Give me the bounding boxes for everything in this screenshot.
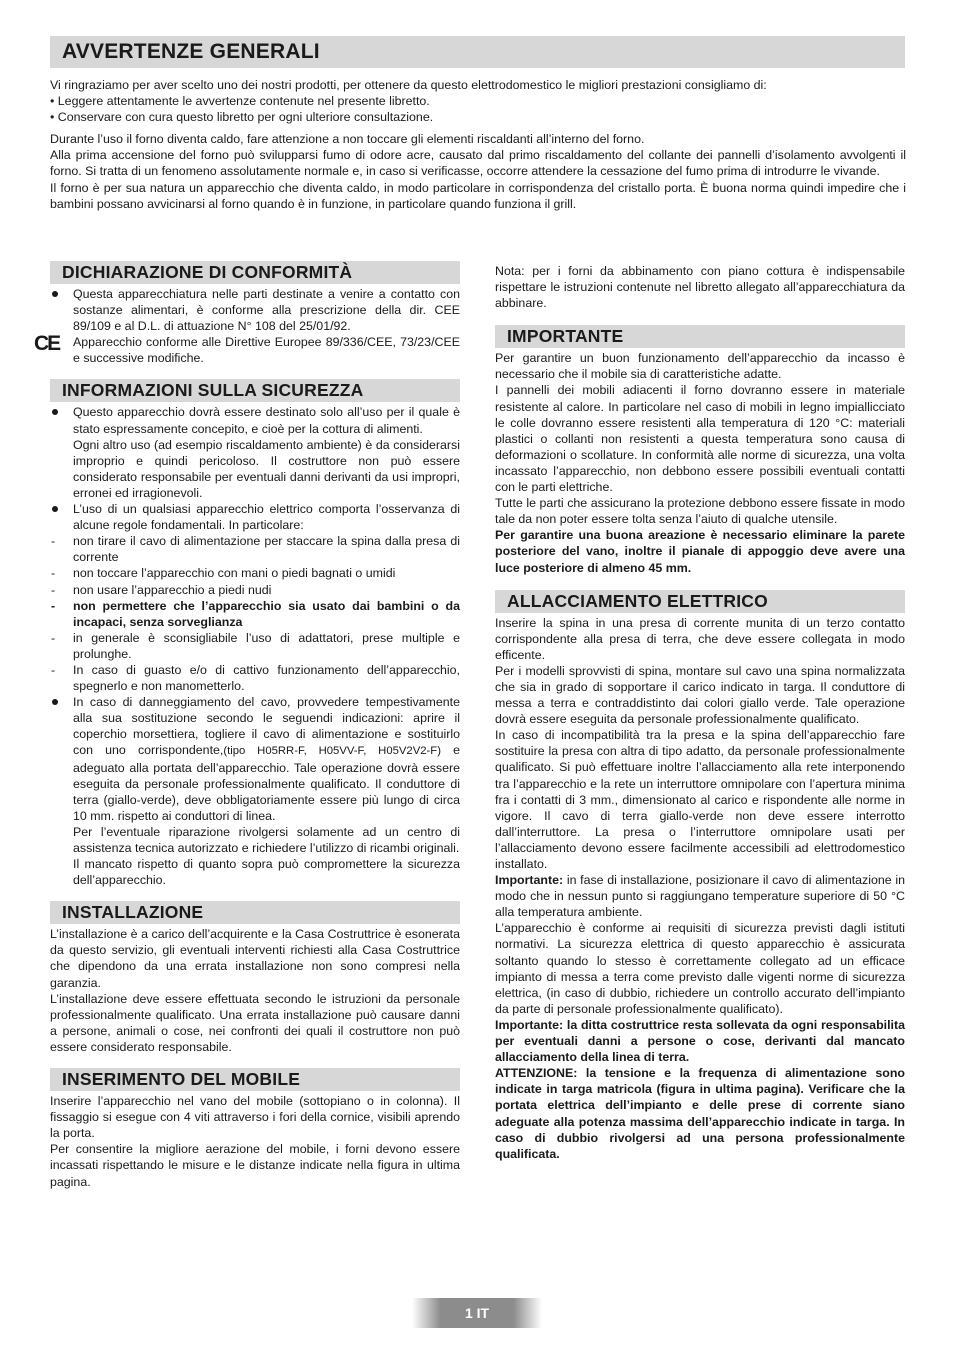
dash-marker: -	[51, 630, 56, 645]
paragraph: Tutte le parti che assicurano la protezione debbono essere fissate in modo tale da non poter essere tolta senza l’aiuto di qualche utensile.	[495, 496, 905, 527]
dash-item	[50, 662, 460, 694]
intro-bullet: • Conservare con cura questo libretto per ogni ulteriore consultazione.	[50, 110, 434, 125]
dash-item	[50, 630, 460, 662]
list-item-text: Questo apparecchio dovrà essere destinato solo all’uso per il quale è stato espressamente concepito, e cioè per la cottura di alimenti.	[73, 405, 460, 436]
left-column	[34, 261, 460, 1190]
dash-item-text: In caso di guasto e/o di cattivo funzionamento dell’apparecchio, spegnerlo e non manometterlo.	[73, 662, 460, 694]
dash-item	[50, 582, 460, 598]
list-item	[50, 694, 460, 824]
list-item-text: Questa apparecchiatura nelle parti destinate a venire a contatto con sostanze alimentari, è conforme alla prescrizione della dir. CEE 89/109 e al D.L. di attuazione N° 108 del 25/01/92.	[73, 287, 460, 334]
nota-paragraph: Nota: per i forni da abbinamento con piano cottura è indispensabile rispettare le istruzioni contenute nel libretto allegato all’apparecchiatura da abbinare.	[495, 264, 905, 311]
list-item	[50, 501, 460, 533]
dash-item-text: non toccare l’apparecchio con mani o piedi bagnati o umidi	[73, 566, 396, 581]
list-item	[50, 286, 460, 334]
paragraph: L’apparecchio è conforme ai requisiti di sicurezza previsti dagli istituti normativi. La sicurezza elettrica di questo apparecchio è assicurata soltanto quando lo stesso è correttamente collegato ad un efficace impianto di messa a terra come previsto dalle vigenti norme di sicurezza elettrica, (in caso di dubbio, richiedere un controllo accurato dell’impianto da parte di personale professionalmente qualificato).	[495, 921, 905, 1016]
section-title-installazione: INSTALLAZIONE	[50, 901, 460, 924]
intro-paragraph: Il forno è per sua natura un apparecchio che diventa caldo, in modo particolare in corrispondenza del cristallo porta. È buona norma quindi impedire che i bambini possano avvicinarsi al forno quando è in funzione, in particolare quando funziona il grill.	[50, 180, 906, 211]
list-item-continuation: Per l’eventuale riparazione rivolgersi solamente ad un centro di assistenza tecnica autorizzato e richiedere l’utilizzo di ricambi originali.	[73, 824, 460, 855]
section-title-sicurezza: INFORMAZIONI SULLA SICUREZZA	[50, 379, 460, 402]
dash-marker: -	[51, 566, 56, 581]
list-item-continuation: Ogni altro uso (ad esempio riscaldamento ambiente) è da considerarsi improprio e quindi pericoloso. Il costruttore non può essere considerato responsabile per eventuali danni derivanti da usi impropri, erronei ed irragionevoli.	[73, 437, 460, 500]
intro-paragraph: Alla prima accensione del forno può svilupparsi fumo di odore acre, causato dal primo riscaldamento del collante dei pannelli d’isolamento avvolgenti il forno. Si tratta di un fenomeno assolutamente normale e, in caso si verificasse, occorre attendere la cessazione del fumo prima di introdurre le vivande.	[50, 148, 906, 179]
list-item	[34, 332, 460, 366]
dash-item	[50, 598, 460, 630]
dash-marker: -	[51, 534, 56, 549]
section-title-mobile: INSERIMENTO DEL MOBILE	[50, 1068, 460, 1091]
ce-mark-icon: CE	[34, 332, 60, 356]
section-title-allacciamento: ALLACCIAMENTO ELETTRICO	[495, 590, 905, 613]
page-number: 1 IT	[412, 1298, 542, 1328]
list-item-text: L’uso di un qualsiasi apparecchio elettrico comporta l’osservanza di alcune regole fondamentali. In particolare:	[73, 502, 460, 533]
paragraph: L’installazione è a carico dell’acquirente e la Casa Costruttrice è esonerata da questo servizio, gli eventuali interventi richiesti alla Casa Costruttrice che dipendono da una errata installazione non sono compresi nella garanzia.	[50, 927, 460, 990]
dash-item-text: non usare l’apparecchio a piedi nudi	[73, 582, 272, 597]
dash-marker: -	[51, 582, 56, 597]
intro-text	[50, 77, 906, 212]
intro-bullet: • Leggere attentamente le avvertenze contenute nel presente libretto.	[50, 94, 430, 109]
section-title-importante: IMPORTANTE	[495, 325, 905, 348]
right-column	[495, 263, 905, 1162]
list-item-text: In caso di danneggiamento del cavo, provvedere tempestivamente alla sua sostituzione secondo le seguendi indicazioni: aprire il coperchio morsettiera, togliere il cavo di alimentazione e sostituirlo con uno corrispondente,	[73, 695, 460, 758]
paragraph: L’installazione deve essere effettuata secondo le istruzioni da personale professionalmente qualificato. Una errata installazione può causare danni a persone, animali o cose, nei confronti dei quali il costruttore non può essere considerato responsabile.	[50, 991, 460, 1054]
paragraph-bold: Per garantire una buona areazione è necessario eliminare la parete posteriore del vano, inoltre il pianale di appoggio deve avere una luce posteriore di almeno 45 mm.	[495, 528, 905, 575]
dash-item-text: in generale è sconsigliabile l’uso di adattatori, prese multiple e prolunghe.	[73, 630, 460, 661]
paragraph: Per garantire un buon funzionamento dell’apparecchio da incasso è necessario che il mobile sia di caratteristiche adatte.	[495, 351, 905, 382]
list-item-text: e adeguato alla portata dell’apparecchio. Tale operazione dovrà essere eseguita da personale professionalmente qualificato. Il conduttore di terra (giallo-verde), deve obbligatoriamente essere più lungo di circa 10 mm. rispetto ai conduttori di linea.	[73, 743, 460, 823]
dash-item-text: non tirare il cavo di alimentazione per staccare la spina dalla presa di corrente	[73, 534, 460, 565]
paragraph: In caso di incompatibilità tra la presa e la spina dell’apparecchio fare sostituire la presa con altra di tipo adatto, da personale professionalmente qualificato. Si può effettuare inoltre l’allacciamento alla rete interponendo tra l’apparecchio e la rete un interruttore omnipolare con l’apertura minima fra i contatti di 3 mm., dimensionato al carico e rispondente alle norme in vigore. Il cavo di terra giallo-verde non deve essere interrotto dall’interruttore. La presa o l’interruttore omnipolare usati per l’allacciamento devono essere facilmente accessibili ad elettrodomestico installato.	[495, 728, 905, 871]
dash-marker: -	[51, 662, 56, 677]
dash-item	[50, 565, 460, 581]
list-item-text: Apparecchio conforme alle Direttive Europee 89/336/CEE, 73/23/CEE e successive modifiche.	[73, 335, 460, 366]
list-item-continuation: Il mancato rispetto di quanto sopra può compromettere la sicurezza dell’apparecchio.	[73, 857, 460, 888]
paragraph: Inserire l’apparecchio nel vano del mobile (sottopiano o in colonna). Il fissaggio si esegue con 4 viti attraverso i fori della cornice, visibili aprendo la porta.	[50, 1094, 460, 1141]
dash-item	[50, 533, 460, 565]
paragraph: Per consentire la migliore aerazione del mobile, i forni devono essere incassati rispettando le misure e le distanze indicate nella figura in ultima pagina.	[50, 1142, 460, 1189]
paragraph-bold: ATTENZIONE: la tensione e la frequenza di alimentazione sono indicate in targa matricola (figura in ultima pagina). Verificare che la portata elettrica dell’impianto e delle prese di corrente siano adeguate alla potenza massima dell’apparecchio indicate in targa. In caso di dubbio rivolgersi ad una persona professionalmente qualificata.	[495, 1066, 905, 1161]
page-title: AVVERTENZE GENERALI	[50, 36, 905, 68]
cable-types: (tipo H05RR-F, H05VV-F, H05V2V2-F)	[223, 745, 441, 758]
intro-paragraph: Vi ringraziamo per aver scelto uno dei nostri prodotti, per ottenere da questo elettrodomestico le migliori prestazioni consigliamo di:	[50, 78, 767, 92]
dash-marker: -	[51, 598, 56, 613]
importante-label: Importante:	[495, 873, 564, 888]
paragraph: I pannelli dei mobili adiacenti il forno dovranno essere in materiale resistente al calore. In particolare nel caso di mobili in legno impiallicciato le colle dovranno essere resistenti alla temperatura di 120 °C: materiali plastici o collanti non resistenti a questa temperatura sono causa di deformazioni o scollature. In conformità alle norme di sicurezza, una volta incassato l’apparecchio, non debbono essere possibili eventuali contatti con le parti elettriche.	[495, 383, 905, 495]
dash-item-text: non permettere che l’apparecchio sia usato dai bambini o da incapaci, senza sorveglianza	[73, 598, 460, 629]
intro-paragraph: Durante l’uso il forno diventa caldo, fare attenzione a non toccare gli elementi riscaldanti all’interno del forno.	[50, 132, 645, 147]
paragraph: Inserire la spina in una presa di corrente munita di un terzo contatto corrispondente alla presa di terra, che deve essere collegata in modo efficente.	[495, 615, 905, 662]
paragraph-text: in fase di installazione, posizionare il cavo di alimentazione in modo che in nessun punto si raggiungano temperature superiore di 50 °C alla temperatura ambiente.	[495, 873, 905, 920]
paragraph-bold: Importante: la ditta costruttrice resta sollevata da ogni responsabilita per eventuali danni a persone o cose, derivanti dal mancato allacciamento della linea di terra.	[495, 1017, 905, 1065]
section-title-conformita: DICHIARAZIONE DI CONFORMITÀ	[50, 261, 460, 284]
paragraph	[495, 872, 905, 920]
list-item	[50, 404, 460, 436]
paragraph: Per i modelli sprovvisti di spina, montare sul cavo una spina normalizzata che sia in grado di sopportare il carico indicato in targa. Il conduttore di messa a terra e contraddistinto dai colori giallo verde. Tale operazione dovrà essere eseguita da personale professionalmente qualificato.	[495, 663, 905, 727]
